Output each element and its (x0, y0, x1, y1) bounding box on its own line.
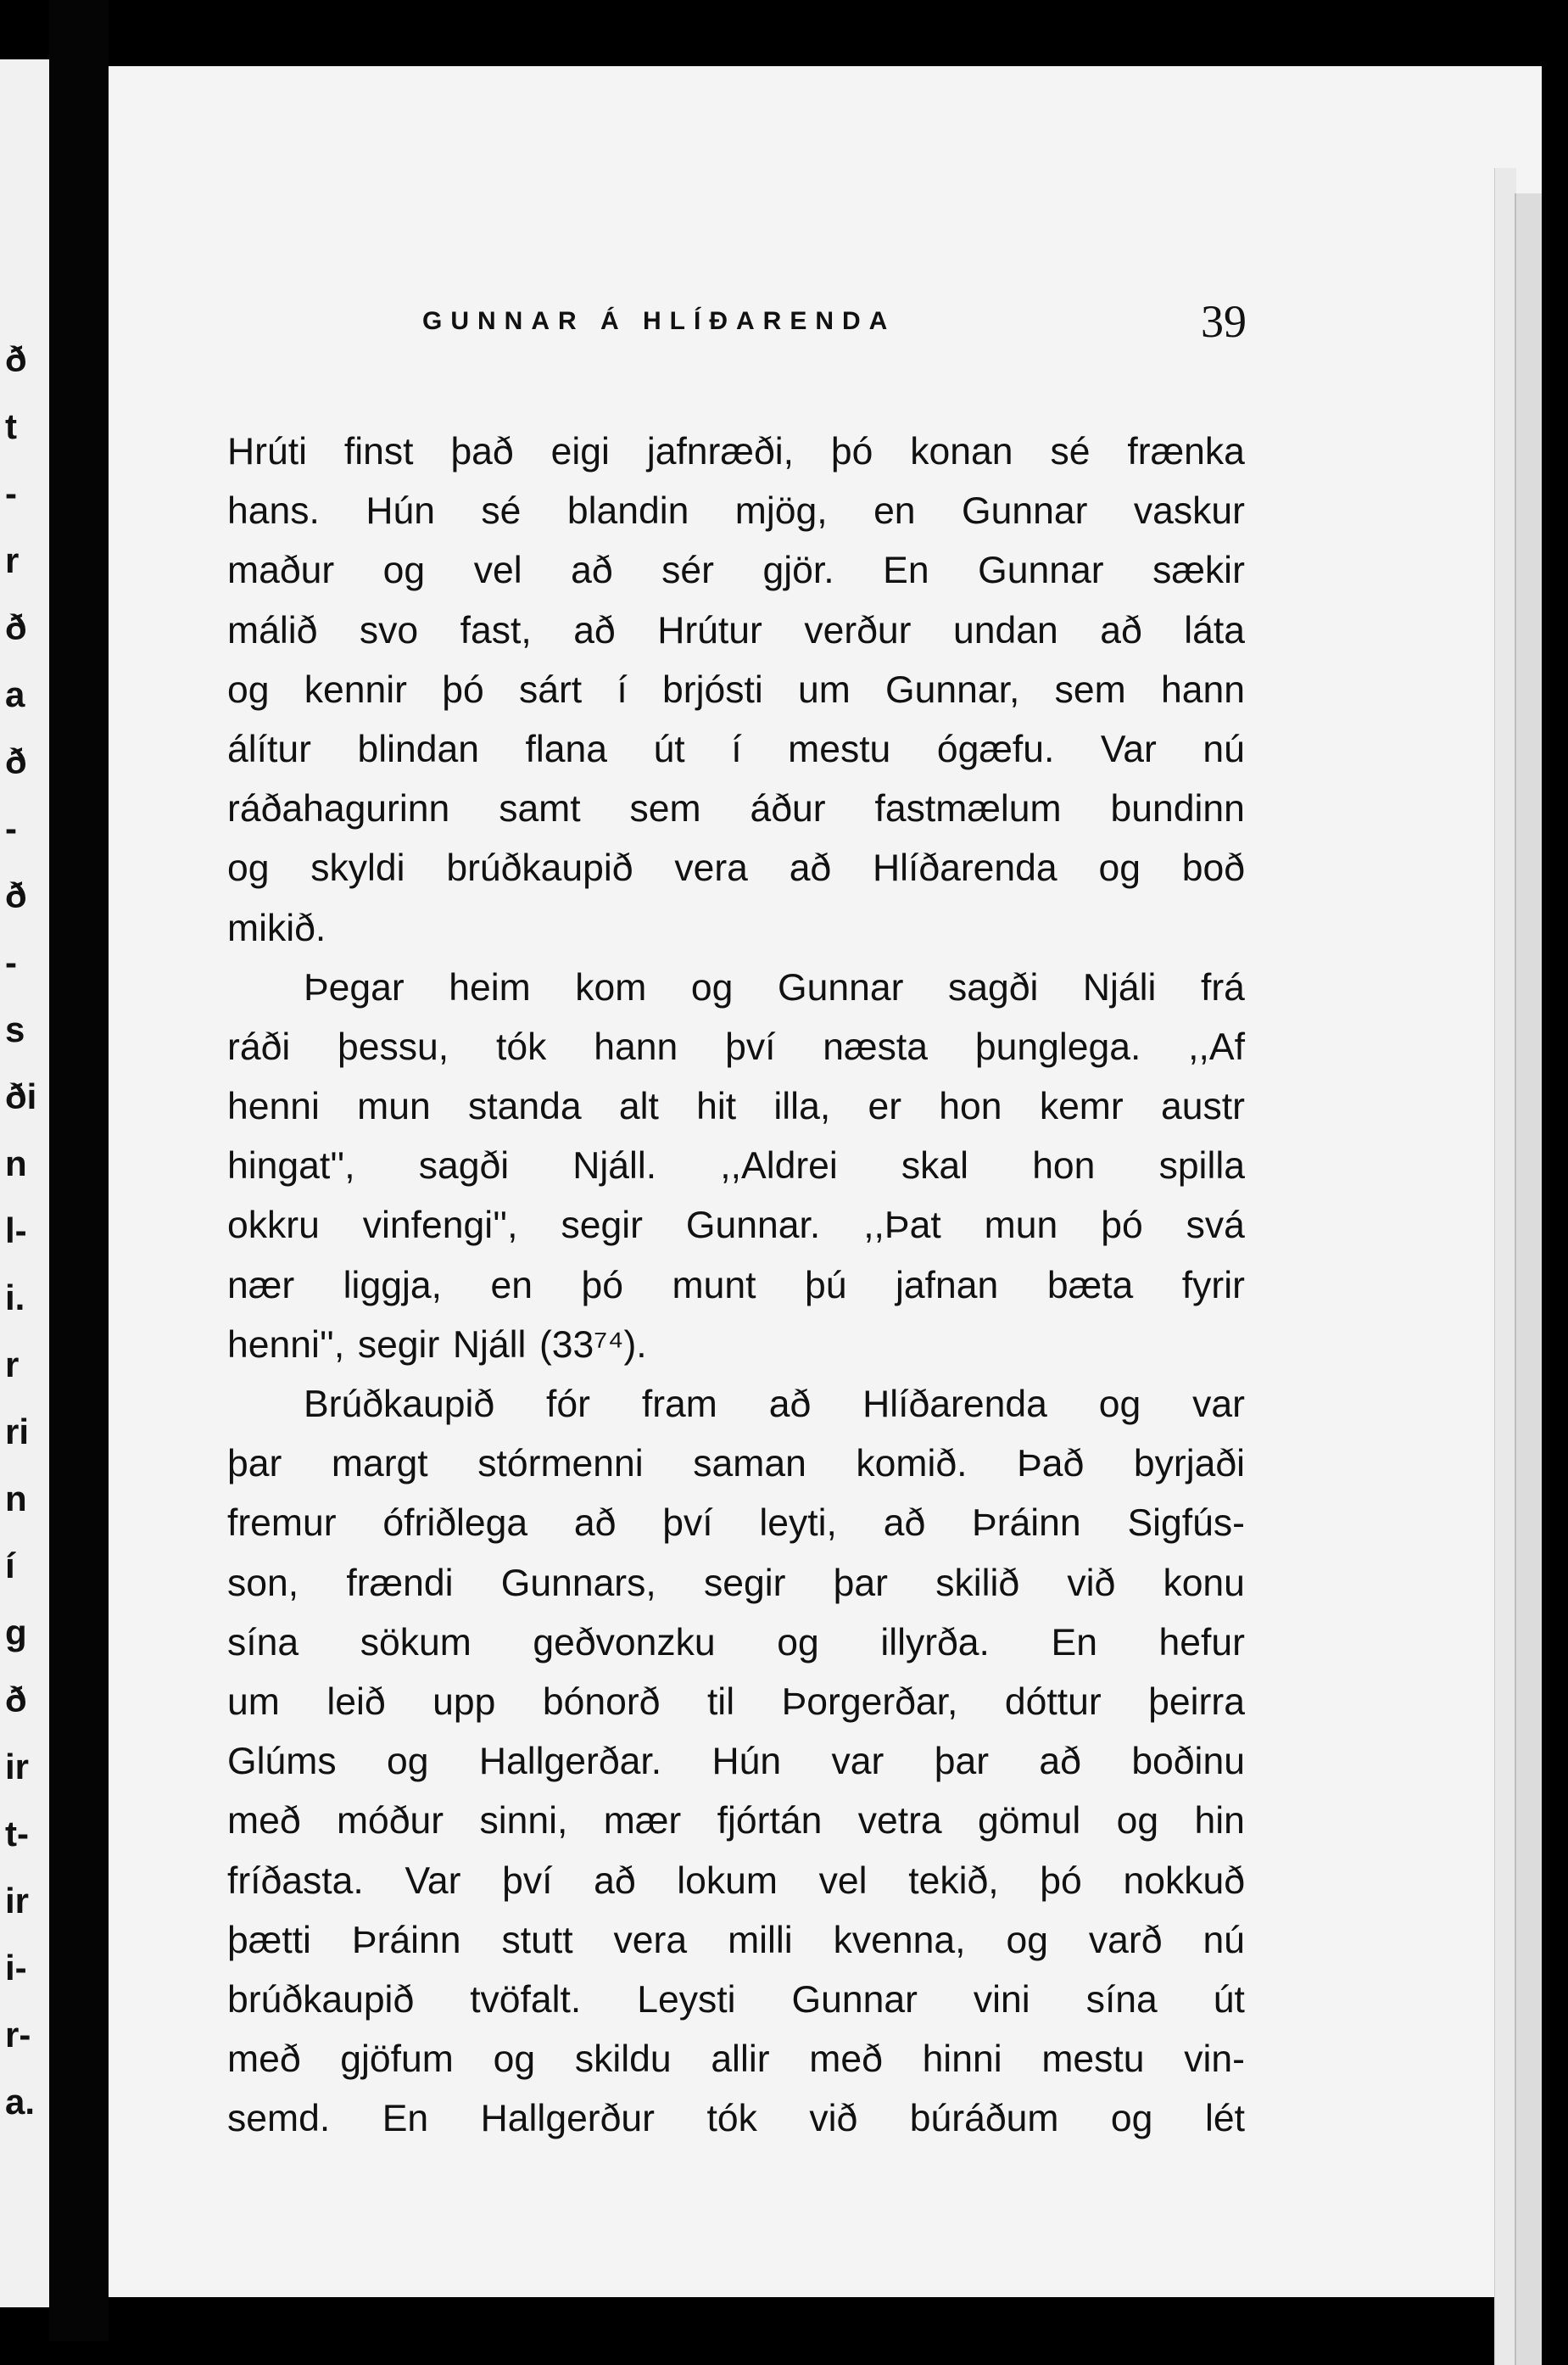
facing-page-fragment: - (5, 808, 17, 848)
facing-page-fragment: r (5, 540, 20, 580)
text-line: Hrúti finst það eigi jafnræði, þó konan sé frænka (227, 431, 1245, 472)
facing-page-fragment: ði (5, 1076, 37, 1116)
facing-page-fragment: ri (5, 1412, 30, 1451)
text-line: okkru vinfengi'', segir Gunnar. ,,Þat mun þó svá (227, 1205, 1245, 1247)
text-line: ráðahagurinn samt sem áður fastmælum bundinn (227, 788, 1245, 830)
facing-page-fragment: s (5, 1009, 25, 1049)
facing-page-fragment: a (5, 674, 25, 714)
facing-page-fragment: ð (5, 1680, 27, 1719)
facing-page-fragment: ð (5, 607, 27, 647)
text-line: með gjöfum og skildu allir með hinni mestu vin- (227, 2038, 1245, 2081)
text-line: þar margt stórmenni saman komið. Það byrjaði (227, 1443, 1245, 1485)
facing-page-fragment: ir (5, 1747, 30, 1786)
facing-page-fragment: i. (5, 1278, 25, 1317)
running-header: GUNNAR Á HLÍÐARENDA (422, 307, 896, 335)
facing-page-fragment: í (5, 1546, 15, 1585)
facing-page-fragment: r (5, 1345, 20, 1384)
text-line: mikið. (227, 907, 326, 949)
facing-page-fragment: ð (5, 339, 27, 379)
facing-page-edge (0, 59, 49, 2307)
text-line: þætti Þráinn stutt vera milli kvenna, og varð nú (227, 1919, 1245, 1961)
text-line: álítur blindan flana út í mestu ógæfu. Var nú (227, 728, 1245, 770)
facing-page-fragment: a. (5, 2082, 36, 2122)
text-line: maður og vel að sér gjör. En Gunnar sækir (227, 550, 1245, 592)
page-number: 39 (1201, 296, 1247, 347)
facing-page-fragment: ir (5, 1881, 30, 1921)
book-page (109, 66, 1542, 2297)
text-line: henni mun standa alt hit illa, er hon kemr austr (227, 1086, 1245, 1128)
facing-page-fragment: t (5, 406, 17, 446)
facing-page-fragment: n (5, 1479, 27, 1518)
text-line: brúðkaupið tvöfalt. Leysti Gunnar vini sína út (227, 1978, 1245, 2021)
text-line: son, frændi Gunnars, segir þar skilið við konu (227, 1562, 1245, 1604)
text-line: ráði þessu, tók hann því næsta þunglega. ,,Af (227, 1026, 1245, 1068)
facing-page-fragment: ð (5, 875, 27, 915)
text-line: semd. En Hallgerður tók við búráðum og lét (227, 2098, 1245, 2140)
book-gutter (49, 0, 109, 2341)
text-line: henni'', segir Njáll (33⁷⁴). (227, 1323, 647, 1366)
text-line: nær liggja, en þó munt þú jafnan bæta fyrir (227, 1264, 1245, 1306)
facing-page-fragment: ð (5, 741, 27, 781)
text-line: Glúms og Hallgerðar. Hún var þar að boðinu (227, 1741, 1245, 1783)
body-text (227, 422, 1245, 2149)
text-line: með móður sinni, mær fjórtán vetra gömul og hin (227, 1800, 1245, 1842)
page-stack-edge (1515, 193, 1542, 2365)
facing-page-fragment: r- (5, 2015, 31, 2055)
facing-page-fragment: - (5, 473, 17, 513)
text-line: fríðasta. Var því að lokum vel tekið, þó nokkuð (227, 1859, 1245, 1902)
facing-page-fragment: - (5, 942, 17, 982)
facing-page-fragment: l- (5, 1210, 27, 1250)
text-line: málið svo fast, að Hrútur verður undan að láta (227, 609, 1245, 651)
facing-page-fragment: t- (5, 1814, 29, 1853)
text-line: Þegar heim kom og Gunnar sagði Njáli frá (304, 966, 1245, 1009)
facing-page-fragment: i- (5, 1948, 27, 1988)
text-line: hingat'', sagði Njáll. ,,Aldrei skal hon spilla (227, 1145, 1245, 1188)
text-line: sína sökum geðvonzku og illyrða. En hefur (227, 1621, 1245, 1663)
text-line: hans. Hún sé blandin mjög, en Gunnar vaskur (227, 490, 1245, 533)
facing-page-fragment: g (5, 1613, 27, 1652)
text-line: Brúðkaupið fór fram að Hlíðarenda og var (304, 1384, 1245, 1425)
facing-page-fragment: n (5, 1143, 27, 1183)
text-line: um leið upp bónorð til Þorgerðar, dóttur þeirra (227, 1680, 1245, 1723)
page-stack-edge-inner (1494, 168, 1516, 2365)
text-line: fremur ófriðlega að því leyti, að Þráinn Sigfús- (227, 1502, 1245, 1545)
text-line: og skyldi brúðkaupið vera að Hlíðarenda og boð (227, 847, 1245, 890)
text-line: og kennir þó sárt í brjósti um Gunnar, sem hann (227, 668, 1245, 711)
